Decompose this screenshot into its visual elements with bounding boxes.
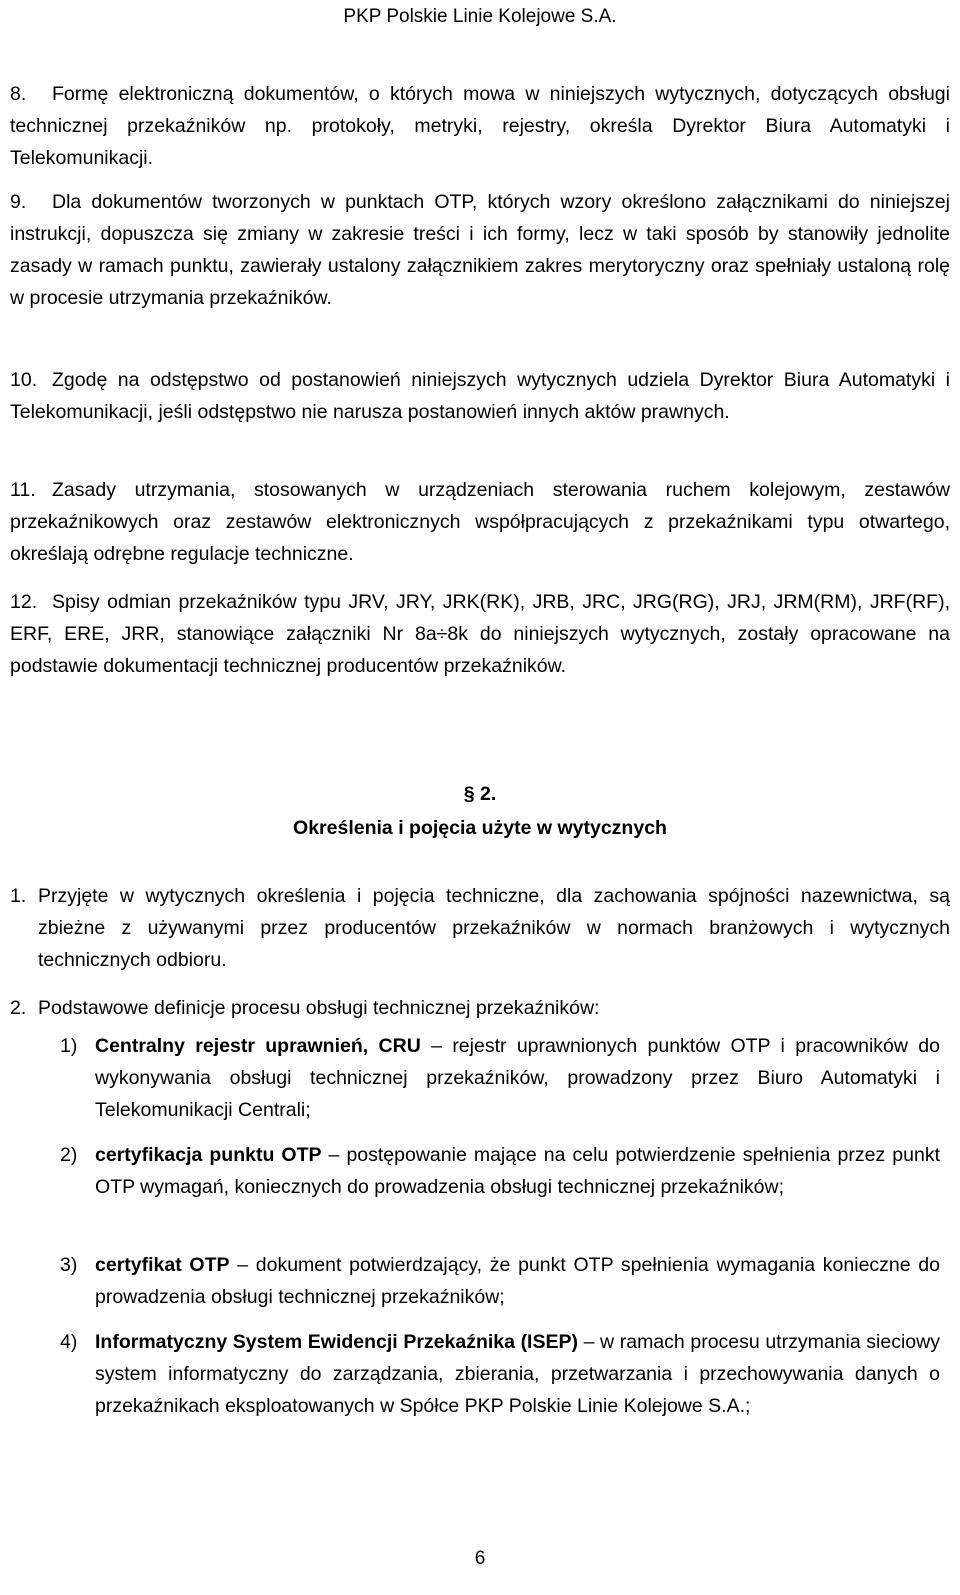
list-item-number: 8. — [10, 83, 27, 105]
list-item-text: Formę elektroniczną dokumentów, o których mowa w niniejszych wytycznych, dotyczących obsługi technicznej przekaźników np. protokoły, metryki, rejestry, określa Dyrektor Biura Automatyki i Telekomunikacji. — [10, 83, 950, 169]
list-item-text: Dla dokumentów tworzonych w punktach OTP, których wzory określono załącznikami do niniejszej instrukcji, dopuszcza się zmiany w zakresie treści i ich formy, lecz w taki sposób by stanowiły jednolite zasady w ramach punktu, zawierały ustalony załącznikiem zakres merytoryczny oraz spełniały ustaloną rolę w procesie utrzymania przekaźników. — [10, 191, 950, 309]
definition-term: Centralny rejestr uprawnień, CRU — [95, 1035, 421, 1057]
page-header: PKP Polskie Linie Kolejowe S.A. — [343, 6, 617, 27]
definition-text: – w ramach procesu utrzymania sieciowy system informatyczny do zarządzania, zbierania, przetwarzania i przechowywania danych o przekaźnikach eksploatowanych w Spółce PKP Polskie Linie Kolejowe S.A.; — [95, 1331, 940, 1417]
list-item — [10, 186, 950, 314]
list-item-number: 1. — [10, 885, 27, 907]
list-item-text: Przyjęte w wytycznych określenia i pojęcia techniczne, dla zachowania spójności nazewnictwa, są zbieżne z używanymi przez producentów przekaźników w normach branżowych i wytycznych technicznych odbioru. — [38, 885, 950, 971]
definition-number: 4) — [60, 1331, 78, 1353]
list-item — [10, 474, 950, 570]
definition-number: 1) — [60, 1035, 78, 1057]
list-item-number: 12. — [10, 591, 38, 613]
definition-text: – rejestr uprawnionych punktów OTP i pracowników do wykonywania obsługi technicznej przekaźników, prowadzony przez Biuro Automatyki i Telekomunikacji Centrali; — [95, 1035, 940, 1121]
list-item — [10, 78, 950, 174]
section-number: § 2. — [463, 783, 497, 805]
list-item — [10, 586, 950, 682]
list-item-text: Spisy odmian przekaźników typu JRV, JRY, JRK(RK), JRB, JRC, JRG(RG), JRJ, JRM(RM), JRF(RF), ERF, ERE, JRR, stanowiące załączniki Nr 8a÷8k do niniejszych wytycznych, zostały opracowane na podstawie dokumentacji technicznej producentów przekaźników. — [10, 591, 950, 677]
section-title: Określenia i pojęcia użyte w wytycznych — [293, 817, 667, 839]
definition-item — [60, 1326, 940, 1422]
list-item-number: 2. — [10, 997, 27, 1019]
list-item-text: Podstawowe definicje procesu obsługi technicznej przekaźników: — [38, 997, 600, 1019]
list-item-text: Zgodę na odstępstwo od postanowień niniejszych wytycznych udziela Dyrektor Biura Automatyki i Telekomunikacji, jeśli odstępstwo nie narusza postanowień innych aktów prawnych. — [10, 369, 950, 423]
definition-term: certyfikat OTP — [95, 1254, 230, 1276]
list-item — [10, 880, 950, 976]
definition-item — [60, 1139, 940, 1203]
definition-item — [60, 1249, 940, 1313]
list-item-text: Zasady utrzymania, stosowanych w urządzeniach sterowania ruchem kolejowym, zestawów przekaźnikowych oraz zestawów elektronicznych współpracujących z przekaźnikami typu otwartego, określają odrębne regulacje techniczne. — [10, 479, 950, 565]
list-item-number: 9. — [10, 191, 27, 213]
definition-text: – postępowanie mające na celu potwierdzenie spełnienia przez punkt OTP wymagań, koniecznych do prowadzenia obsługi technicznej przekaźników; — [95, 1144, 940, 1198]
definition-text: – dokument potwierdzający, że punkt OTP spełnienia wymagania konieczne do prowadzenia obsługi technicznej przekaźników; — [95, 1254, 940, 1308]
definition-number: 3) — [60, 1254, 78, 1276]
definition-number: 2) — [60, 1144, 78, 1166]
definition-item — [60, 1030, 940, 1126]
list-item-number: 10. — [10, 369, 38, 391]
list-item — [10, 364, 950, 428]
list-item — [10, 992, 950, 1024]
page-number: 6 — [474, 1548, 486, 1569]
list-item-number: 11. — [10, 479, 36, 501]
definition-term: certyfikacja punktu OTP — [95, 1144, 322, 1166]
definition-term: Informatyczny System Ewidencji Przekaźnika (ISEP) — [95, 1331, 578, 1353]
